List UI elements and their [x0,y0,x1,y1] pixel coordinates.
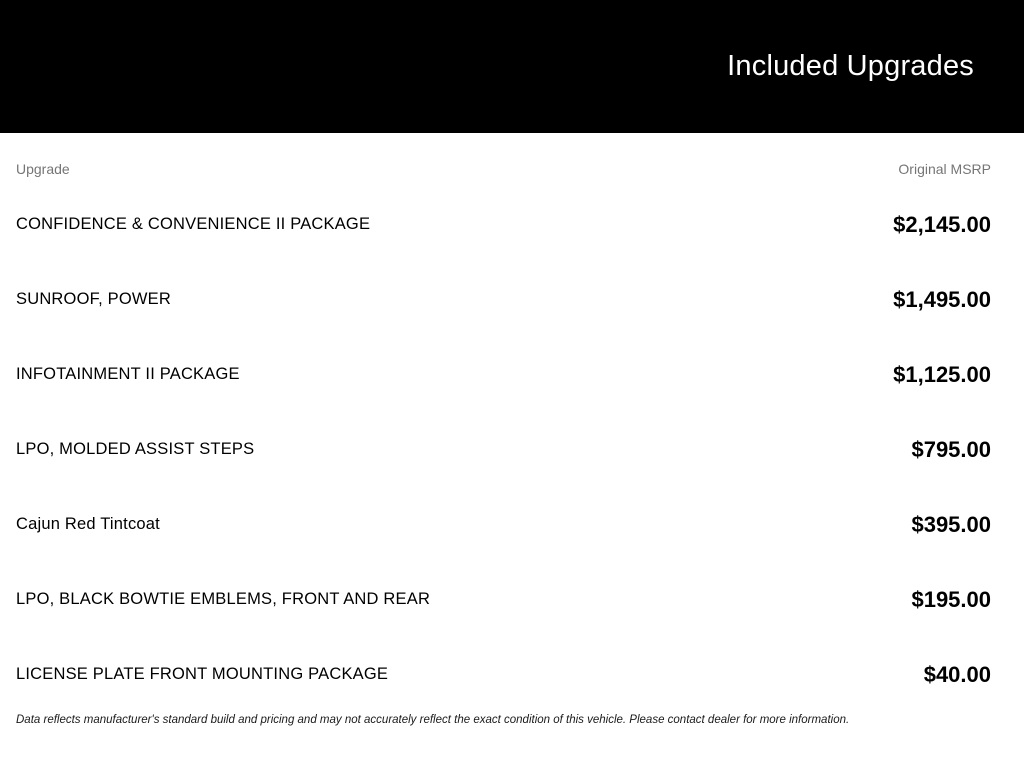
upgrade-name: CONFIDENCE & CONVENIENCE II PACKAGE [16,215,371,233]
table-row [16,562,991,637]
upgrade-msrp: $2,145.00 [893,211,991,237]
upgrade-name: INFOTAINMENT II PACKAGE [16,365,240,383]
upgrade-name: Cajun Red Tintcoat [16,515,160,533]
table-row [16,637,991,712]
column-header-upgrade: Upgrade [16,161,70,177]
disclaimer-text: Data reflects manufacturer's standard build and pricing and may not accurately reflect the exact condition of this vehicle. Please contact dealer for more information. [16,714,850,726]
column-header-msrp: Original MSRP [898,161,991,177]
table-header-row [16,133,991,187]
upgrade-name: LICENSE PLATE FRONT MOUNTING PACKAGE [16,665,389,683]
upgrade-name: LPO, BLACK BOWTIE EMBLEMS, FRONT AND REAR [16,590,431,608]
upgrade-name: SUNROOF, POWER [16,290,171,308]
upgrade-msrp: $40.00 [923,661,991,687]
upgrade-msrp: $195.00 [911,586,991,612]
table-row [16,262,991,337]
table-row [16,412,991,487]
upgrade-msrp: $1,495.00 [893,286,991,312]
upgrade-msrp: $795.00 [911,436,991,462]
page-title: Included Upgrades [727,50,974,82]
table-row [16,487,991,562]
upgrades-table [0,133,1024,726]
table-row [16,187,991,262]
page-header [0,0,1024,133]
upgrade-msrp: $395.00 [911,511,991,537]
table-row [16,337,991,412]
upgrade-name: LPO, MOLDED ASSIST STEPS [16,440,255,458]
upgrade-msrp: $1,125.00 [893,361,991,387]
